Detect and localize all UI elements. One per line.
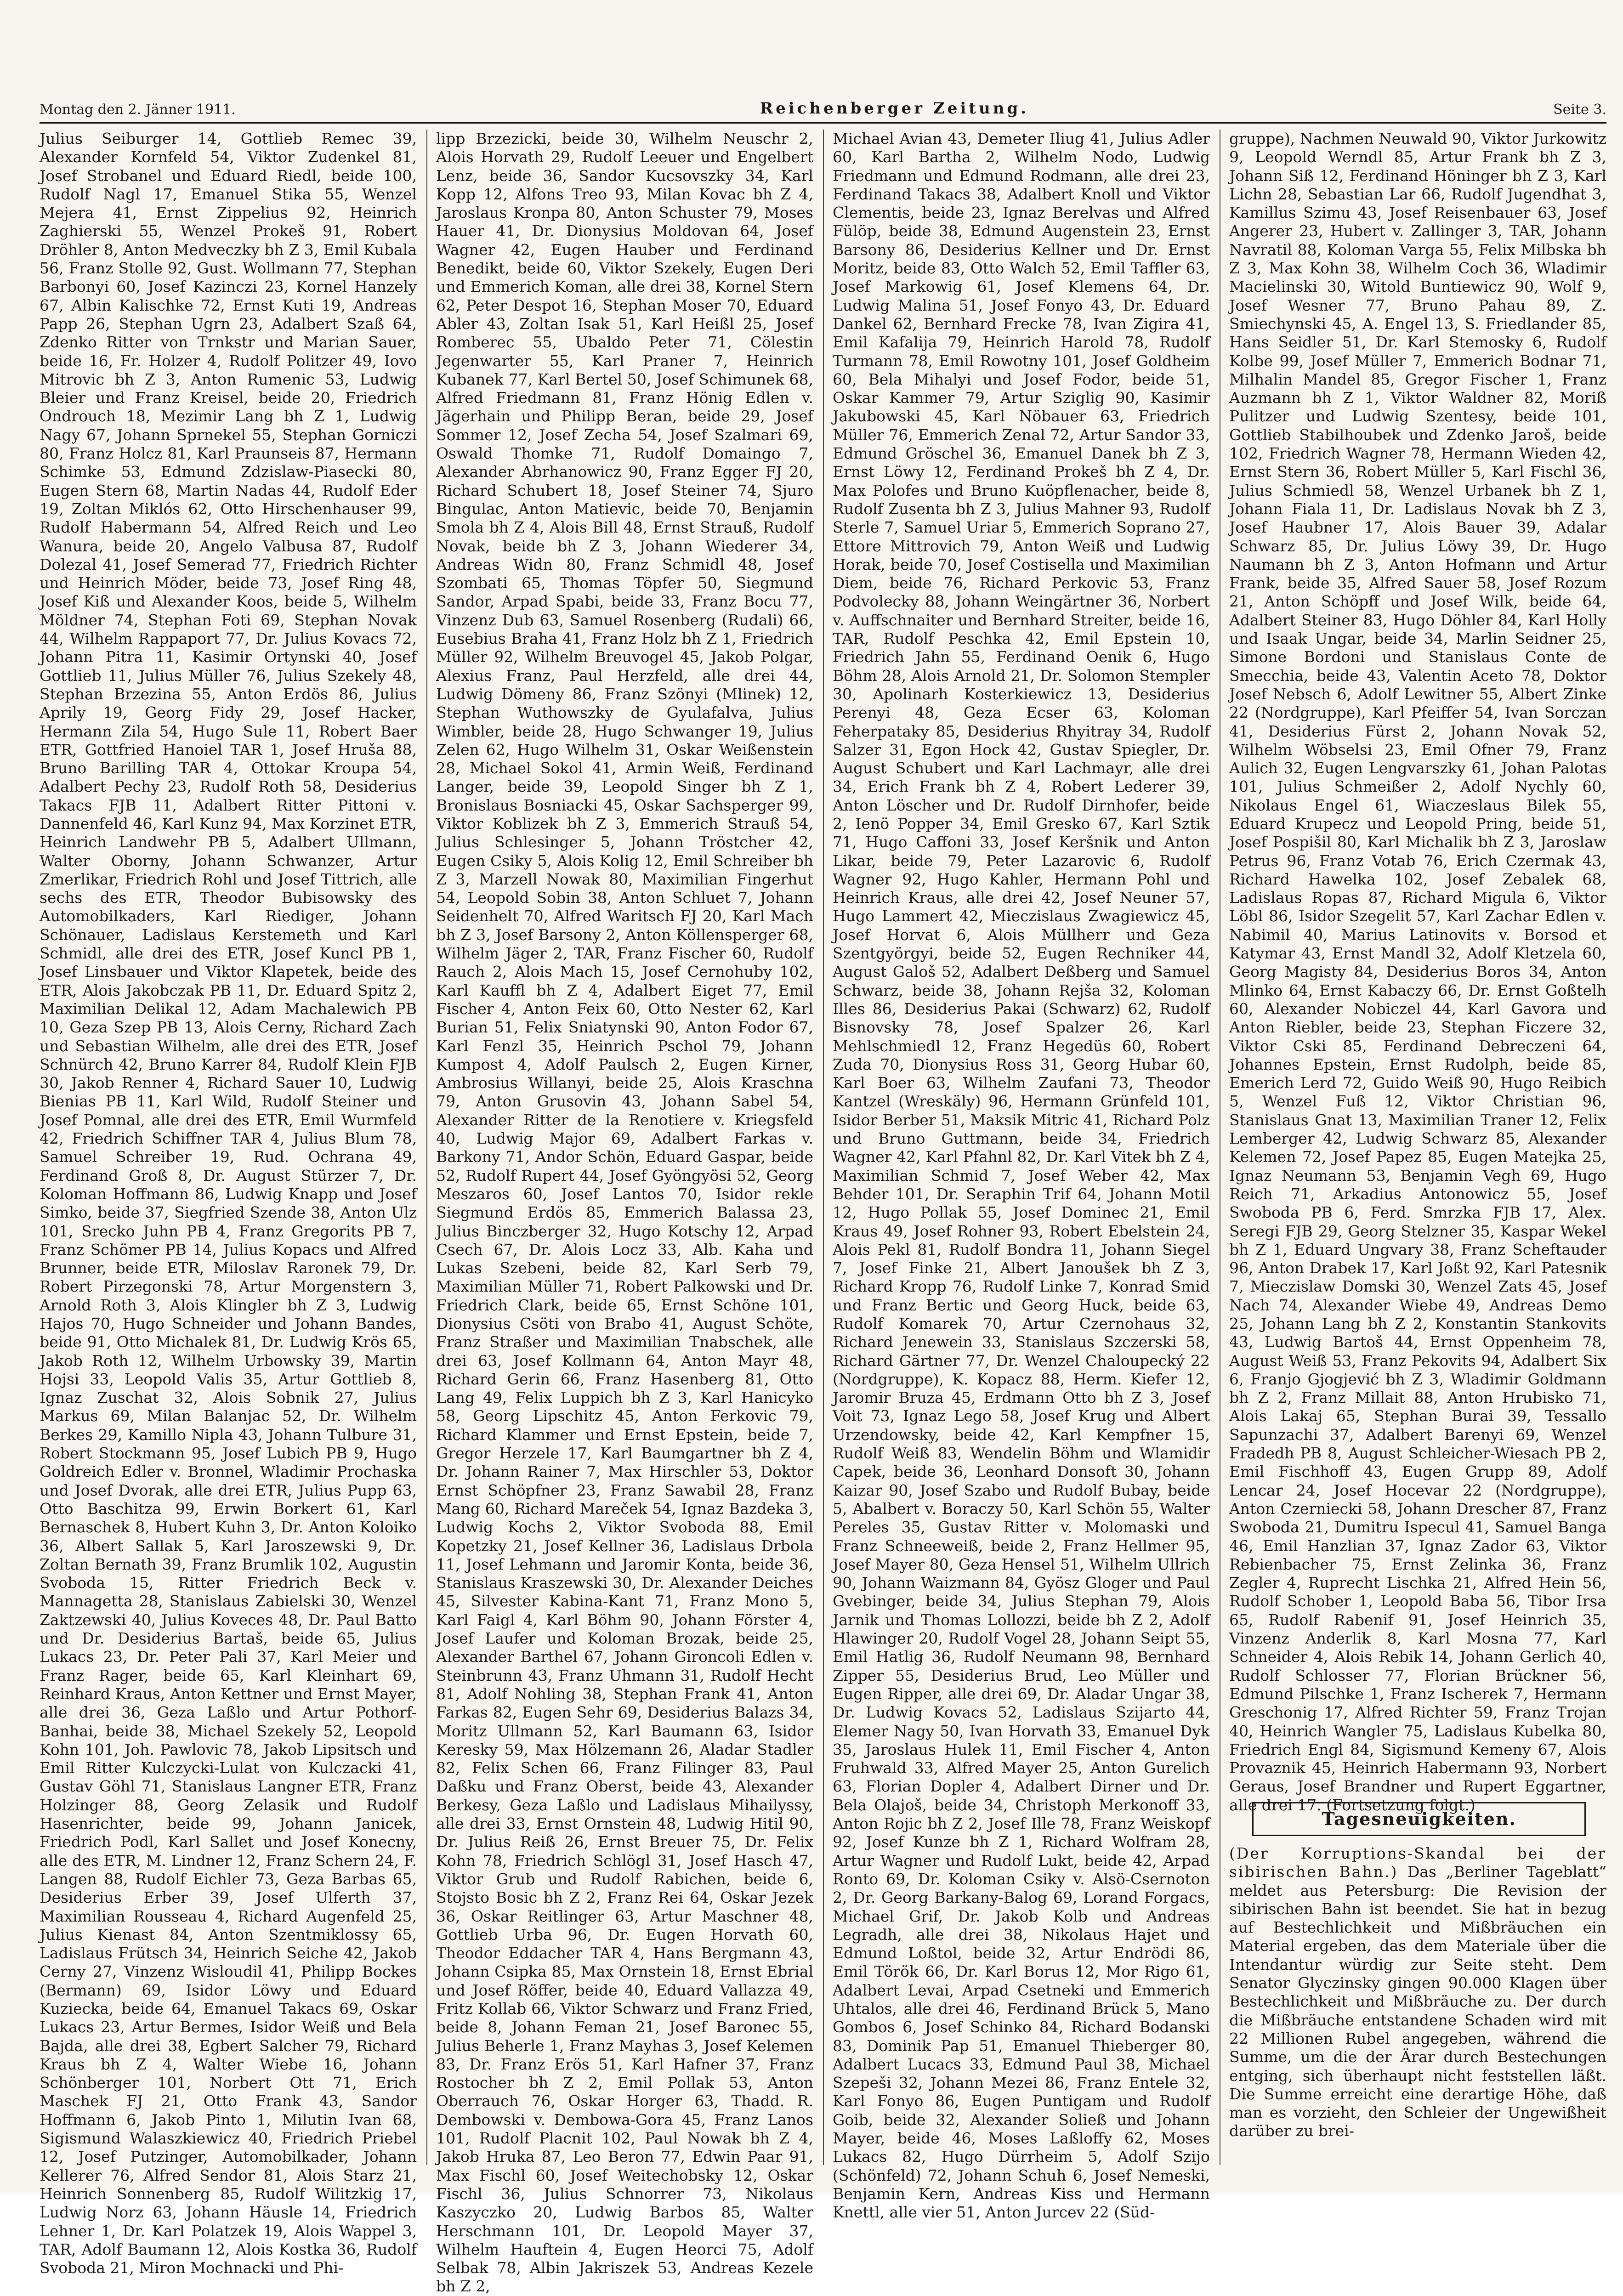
- page-header: [40, 92, 1606, 118]
- column-rule-2: [823, 130, 824, 2165]
- column-1: [40, 130, 417, 2277]
- issue-date: Montag den 2. Jänner 1911.: [40, 102, 236, 118]
- news-section-heading-box: [1252, 1802, 1586, 1836]
- news-article-headline: (Der Korruptions-Skandal bei der sibirischen Bahn.): [1229, 1844, 1606, 1881]
- column-4-list: [1229, 130, 1606, 1814]
- page-number: Seite 3.: [1553, 102, 1606, 118]
- column-3: [833, 130, 1210, 2222]
- column-4-text: gruppe), Nachmen Neuwald 90, Viktor Jurkowitz 9, Leopold Werndl 85, Artur Frank bh Z 3, Johann Siß 12, Ferdinand Höninger bh Z 3, Karl Lichn 28, Sebastian Lar 66, Rudolf Jugendhat 3, Kamillus Szimu 43, Josef Reisenbauer 63, Josef Angerer 23, Hubert v. Zallinger 3, TAR, Johann Navratil 88, Koloman Varga 55, Felix Milbska bh Z 3, Max Kohn 38, Wilhelm Coch 36, Wladimir Macielinski 30, Witold Buntiewicz 90, Wolf 9, Josef Wesner 77, Bruno Pahau 89, Z. Smiechynski 45, A. Engel 13, S. Friedlander 85, Hans Seidler 51, Dr. Karl Stemosky 6, Rudolf Kolbe 99, Josef Müller 7, Emmerich Bodnar 71, Milhalin Mandel 85, Gregor Fischer 1, Franz Auzmann bh Z 1, Viktor Waldner 82, Moriß Pulitzer und Ludwig Szentesy, beide 101, Gottlieb Stabilhoubek und Zdenko Jaroš, beide 102, Friedrich Wagner 78, Hermann Wieden 42, Ernst Stern 36, Robert Müller 5, Karl Fischl 36, Julius Schmiedl 58, Wenzel Urbanek bh Z 1, Johann Fiala 11, Dr. Ladislaus Novak bh Z 3, Josef Haubner 17, Alois Bauer 39, Adalar Schwarz 85, Dr. Julius Löwy 39, Dr. Hugo Naumann bh Z 3, Anton Hofmann und Artur Frank, beide 35, Alfred Sauer 58, Josef Rozum 21, Anton Schöpff und Josef Wilk, beide 64, Adalbert Steiner 83, Hugo Döhler 84, Karl Holly und Isaak Ungar, beide 34, Marlin Seidner 25, Simone Bordoni und Stanislaus Conte de Smecchia, beide 43, Valentin Aceto 78, Doktor Josef Nebsch 6, Adolf Lewitner 55, Albert Zinke 22 (Nordgruppe), Karl Pfeiffer 54, Ivan Sorczan 41, Desiderius Fürst 2, Johann Novak 52, Wilhelm Wöbselsi 23, Emil Ofner 79, Franz Aulich 32, Eugen Lengvarszky 61, Johan Palotas 101, Julius Schmeißer 2, Adolf Nychly 60, Nikolaus Engel 61, Wiaczeslaus Bilek 55, Eduard Krupecz und Leopold Pring, beide 51, Josef Pospišil 80, Karl Michalik bh Z 3, Jaroslaw Petrus 96, Franz Votab 76, Erich Czermak 43, Richard Hawelka 102, Josef Zebalek 68, Ladislaus Ropas 87, Richard Migula 6, Viktor Löbl 86, Isidor Szegelit 57, Karl Zachar Edlen v. Nabimil 40, Marius Latinovits v. Borsod et Katymar 43, Ernst Mandl 32, Adolf Kletzela 60, Georg Magisty 84, Desiderius Boros 34, Anton Mlinko 64, Ernst Kabaczy 66, Dr. Ernst Goßtelh 60, Alexander Nobiczel 44, Karl Gavora und Anton Riebler, beide 23, Stephan Ficzere 32, Viktor Cski 85, Ferdinand Debreczeni 64, Johannes Epstein, Ernst Rudolph, beide 85, Emerich Lerd 72, Guido Weiß 90, Hugo Reibich 5, Wenzel Fuß 12, Viktor Christian 96, Stanislaus Gnat 13, Maximilian Traner 12, Felix Lemberger 42, Ludwig Schwarz 85, Alexander Kelemen 72, Josef Papez 85, Eugen Matejka 25, Ignaz Neumann 53, Benjamin Vegh 69, Hugo Reich 71, Arkadius Antonowicz 55, Josef Swoboda PB 6, Ferd. Smrzka FJB 17, Alex. Seregi FJB 29, Georg Stelzner 35, Kaspar Wekel bh Z 1, Eduard Ungvary 38, Franz Scheftauder 96, Anton Drabek 17, Karl Joßt 92, Karl Patesnik 7, Mieczislaw Domski 30, Wenzel Zats 45, Josef Nach 74, Alexander Wiebe 49, Andreas Demo 25, Johann Lang bh Z 2, Konstantin Stankovits 43, Ludwig Bartoš 44, Ernst Oppenheim 78, August Weiß 53, Franz Pekovits 94, Adalbert Six 6, Franjo Gjogjević bh Z 3, Wladimir Goldmann bh Z 2, Franz Millait 88, Anton Hrubisko 71, Alois Lakaj 65, Stephan Burai 39, Tessallo Sapunzachi 37, Adalbert Barenyi 69, Wenzel Fradedh PB 8, August Schleicher-Wiesach PB 2, Emil Fischhoff 43, Eugen Grupp 89, Adolf Lencar 24, Josef Hocevar 22 (Nordgruppe), Anton Czerniecki 58, Johann Drescher 87, Franz Swoboda 21, Dumitru Ispecul 41, Samuel Banga 46, Emil Hanzlian 37, Ignaz Zador 63, Viktor Rebienbacher 75, Ernst Zelinka 36, Franz Zegler 4, Ruprecht Lischka 21, Alfred Hein 56, Rudolf Schober 1, Leopold Baba 56, Tibor Irsa 65, Rudolf Rabenif 91, Josef Heinrich 35, Vinzenz Anderlik 8, Karl Mosna 77, Karl Schneider 4, Alois Rebik 14, Johann Gerlich 40, Rudolf Schlosser 77, Florian Brückner 56, Edmund Pilschke 1, Franz Ischerek 7, Hermann Greschonig 17, Alfred Richter 59, Franz Trojan 40, Heinrich Wangler 75, Ladislaus Kubelka 80, Friedrich Engl 84, Sigismund Kemeny 67, Alois Provaznik 45, Heinrich Habermann 93, Norbert Geraus, Josef Brandner und Rupert Eggartner, alle drei 17. (Fortsetzung folgt.): [1229, 130, 1606, 1814]
- news-article: [1229, 1844, 1606, 2165]
- column-2-text: lipp Brzezicki, beide 30, Wilhelm Neuschr 2, Alois Horvath 29, Rudolf Leeuer und Engelbert Lenz, beide 36, Sandor Kucsovszky 34, Karl Kopp 12, Alfons Treo 93, Milan Kovac bh Z 4, Jaroslaus Kronpa 80, Anton Schuster 79, Moses Hauer 41, Dr. Dionysius Moldovan 64, Josef Wagner 42, Eugen Hauber und Ferdinand Benedikt, beide 60, Viktor Szekely, Eugen Deri und Emmerich Koman, alle drei 38, Kornel Stern 62, Peter Despot 16, Stephan Moser 70, Eduard Abler 43, Zoltan Isak 51, Karl Heißl 25, Josef Romberec 55, Ubaldo Peter 71, Cölestin Jegenwarter 55, Karl Praner 7, Heinrich Kubanek 77, Karl Bertel 50, Josef Schimunek 68, Alfred Friedmann 81, Franz Hönig Edlen v. Jägerhain und Philipp Beran, beide 29, Josef Sommer 12, Josef Zecha 54, Josef Szalmari 69, Oswald Thomke 71, Rudolf Domaingo 7, Alexander Abrhanowicz 90, Franz Egger FJ 20, Richard Schubert 18, Josef Steiner 74, Sjuro Bingulac, Anton Matievic, beide 70, Benjamin Smola bh Z 4, Alois Bill 48, Ernst Strauß, Rudolf Novak, beide bh Z 3, Johann Wiederer 34, Andreas Widn 80, Franz Schmidl 48, Josef Szombati 65, Thomas Töpfer 50, Siegmund Sandor, Arpad Spabi, beide 33, Franz Bocu 77, Vinzenz Dub 63, Samuel Rosenberg (Rudali) 66, Eusebius Braha 41, Franz Holz bh Z 1, Friedrich Müller 92, Wilhelm Breuvogel 45, Jakob Polgar, Alexius Franz, Paul Herzfeld, alle drei 44, Ludwig Dömeny 86, Franz Szönyi (Mlinek) 12, Stephan Wuthowszky de Gyulafalva, Julius Wimbler, beide 28, Hugo Schwanger 19, Julius Zelen 62, Hugo Wilhelm 31, Oskar Weißenstein 28, Michael Sokol 41, Armin Weiß, Ferdinand Langer, beide 39, Leopold Singer bh Z 1, Bronislaus Bosniacki 45, Oskar Sachsperger 99, Viktor Koblizek bh Z 3, Emmerich Strauß 54, Julius Schlesinger 5, Johann Tröstcher 42, Eugen Csiky 5, Alois Kolig 12, Emil Schreiber bh Z 3, Marzell Nowak 80, Maximilian Fingerhut 54, Leopold Sobin 38, Anton Schluet 7, Johann Seidenhelt 70, Alfred Waritsch FJ 20, Karl Mach bh Z 3, Josef Barsony 2, Anton Köllensperger 68, Wilhelm Jäger 2, TAR, Franz Fischer 60, Rudolf Rauch 2, Alois Mach 15, Josef Cernohuby 102, Karl Kauffl bh Z 4, Adalbert Eiget 77, Emil Fischer 4, Anton Feix 60, Otto Nester 62, Karl Burian 51, Felix Sniatynski 90, Anton Fodor 67, Karl Fenzl 35, Heinrich Pschol 79, Johann Kumpost 4, Adolf Paulsch 2, Eugen Kirner, Ambrosius Willanyi, beide 25, Alois Kraschna 79, Anton Grusovin 43, Johann Sabel 54, Alexander Ritter de la Renotiere v. Kriegsfeld 40, Ludwig Major 69, Adalbert Farkas v. Barkony 71, Andor Schön, Eduard Gaspar, beide 52, Rudolf Rupert 44, Josef Gyöngyösi 52, Georg Meszaros 60, Josef Lantos 70, Isidor rekle Siegmund Erdös 85, Emmerich Balassa 23, Julius Binczberger 32, Hugo Kotschy 12, Arpad Csech 67, Dr. Alois Locz 33, Alb. Kaha und Lukas Szebeni, beide 82, Karl Serb 79, Maximilian Müller 71, Robert Palkowski und Dr. Friedrich Clark, beide 65, Ernst Schöne 101, Dionysius Csöti von Brabo 41, August Schöte, Franz Straßer und Maximilian Tnabschek, alle drei 63, Josef Kollmann 64, Anton Mayr 48, Richard Gerin 66, Franz Hasenberg 81, Otto Lang 49, Felix Luppich bh Z 3, Karl Hanicyko 58, Georg Lipschitz 45, Anton Ferkovic 79, Richard Klammer und Ernst Epstein, beide 7, Gregor Herzele 17, Karl Baumgartner bh Z 4, Dr. Johann Rainer 7, Max Hirschler 53, Doktor Ernst Schöpfner 23, Franz Sawabil 28, Franz Mang 60, Richard Mareček 54, Ignaz Bazdeka 3, Ludwig Kochs 2, Viktor Svoboda 88, Emil Kopetzky 21, Josef Kellner 36, Ladislaus Drbola 11, Josef Lehmann und Jaromir Konta, beide 36, Stanislaus Kraszewski 30, Dr. Alexander Deiches 45, Silvester Kabina-Kant 71, Franz Mono 5, Karl Faigl 4, Karl Böhm 90, Johann Förster 4, Josef Laufer und Koloman Brozak, beide 25, Alexander Barthel 67, Johann Gironcoli Edlen v. Steinbrunn 43, Franz Uhmann 31, Rudolf Hecht 81, Adolf Nohling 38, Stephan Frank 41, Anton Farkas 82, Eugen Sehr 69, Desiderius Balazs 34, Moritz Ullmann 52, Karl Baumann 63, Isidor Keresky 59, Max Hölzemann 26, Aladar Stadler 82, Felix Schen 66, Franz Filinger 83, Paul Daßku und Franz Oberst, beide 43, Alexander Berkesy, Geza Laßlo und Ladislaus Mihailyssy, alle drei 33, Ernst Ornstein 48, Ludwig Hitil 90, Dr. Julius Reiß 26, Ernst Breuer 75, Dr. Felix Kohn 78, Friedrich Schlögl 31, Josef Hasch 47, Viktor Grub und Rudolf Rabichen, beide 6, Stojsto Bosic bh Z 2, Franz Rei 64, Oskar Jezek 36, Oskar Reitlinger 63, Artur Maschner 48, Gottlieb Urba 96, Dr. Eugen Horvath 60, Theodor Eddacher TAR 4, Hans Bergmann 43, Johann Csipka 85, Max Ornstein 18, Ernst Ebrial und Josef Röffer, beide 40, Eduard Vallazza 49, Fritz Kollab 66, Viktor Schwarz und Franz Fried, beide 8, Johann Feman 21, Josef Baronec 55, Julius Beherle 1, Franz Mayhas 3, Josef Kelemen 83, Dr. Franz Erös 51, Karl Hafner 37, Franz Rostocher bh Z 2, Emil Pollak 53, Anton Oberrauch 76, Oskar Horger 63, Thadd. R. Dembowski v. Dembowa-Gora 45, Franz Lanos 101, Rudolf Placnit 102, Paul Nowak bh Z 4, Jakob Hruka 87, Leo Beron 77, Edwin Paar 91, Max Fischl 60, Josef Weitechobsky 12, Oskar Fischl 36, Julius Schnorrer 73, Nikolaus Kaszyczko 20, Ludwig Barbos 85, Walter Herschmann 101, Dr. Leopold Mayer 37, Wilhelm Hauftein 4, Eugen Heorci 75, Adolf Selbak 78, Albin Jakriszek 53, Andreas Kezele bh Z 2,: [436, 130, 813, 2296]
- column-rule-1: [426, 130, 427, 2165]
- header-rule: [40, 122, 1606, 124]
- column-2: [436, 130, 813, 2296]
- news-article-body: Das „Berliner Tageblatt“ meldet aus Petersburg: Die Revision der sibirischen Bahn ist beendet. Sie hat in bezug auf Bestechlichkeit und Mißbräuchen ein Material ergeben, das dem Materiale über die Intendantur würdig zur Seite steht. Dem Senator Glyczinsky gingen 90.000 Klagen über Bestechlichkeit und Mißbräuche zu. Der durch die Mißbräuche entstandene Schaden wird mit 22 Millionen Rubel angegeben, während die Summe, um die der Ärar durch Bestechungen entging, sich überhaupt nicht feststellen läßt. Die Summe erreicht eine derartige Höhe, daß man es vorzieht, den Schleier der Ungewißheit darüber zu brei-: [1229, 1863, 1606, 2140]
- column-3-text: Michael Avian 43, Demeter Iliug 41, Julius Adler 60, Karl Bartha 2, Wilhelm Nodo, Ludwig Friedmann und Edmund Rodmann, alle drei 23, Ferdinand Takacs 38, Adalbert Knoll und Viktor Clementis, beide 23, Ignaz Berelvas und Alfred Fülöp, beide 38, Edmund Augenstein 23, Ernst Barsony 86, Desiderius Kellner und Dr. Ernst Moritz, beide 83, Otto Walch 52, Emil Taffler 63, Josef Markowig 61, Josef Klemens 64, Dr. Ludwig Malina 51, Josef Fonyo 43, Dr. Eduard Dankel 62, Bernhard Frecke 78, Ivan Zigira 41, Emil Kafalija 79, Heinrich Harold 78, Rudolf Turmann 78, Emil Rowotny 101, Josef Goldheim 60, Bela Mihalyi und Josef Fodor, beide 51, Oskar Kammer 79, Artur Sziglig 90, Kasimir Jakubowski 45, Karl Nöbauer 63, Friedrich Müller 76, Emmerich Zenal 72, Artur Sandor 33, Edmund Gröschel 36, Emanuel Danek bh Z 3, Ernst Löwy 12, Ferdinand Prokeš bh Z 4, Dr. Max Polofes und Bruno Kuöpflenacher, beide 8, Rudolf Zusenta bh Z 3, Julius Mahner 93, Rudolf Sterle 7, Samuel Uriar 5, Emmerich Soprano 27, Ettore Mittrovich 79, Anton Weiß und Ludwig Horak, beide 70, Josef Costisella und Maximilian Diem, beide 76, Richard Perkovic 53, Franz Podvolecky 88, Johann Weingärtner 36, Norbert v. Auffschnaiter und Bernhard Streiter, beide 16, TAR, Rudolf Peschka 42, Emil Epstein 10, Friedrich Jahn 55, Ferdinand Oenik 6, Hugo Böhm 28, Alois Arnold 21, Dr. Solomon Stempler 30, Apolinarh Kosterkiewicz 13, Desiderius Perenyi 48, Geza Ecser 63, Koloman Feherpataky 85, Desiderius Rhyitray 34, Rudolf Salzer 31, Egon Hock 42, Gustav Spiegler, Dr. August Schubert und Karl Lachmayr, alle drei 34, Erich Frank bh Z 4, Robert Lederer 39, Anton Löscher und Dr. Rudolf Dirnhofer, beide 2, Ienö Popper 34, Emil Gresko 67, Karl Sztik 71, Hugo Caffoni 33, Josef Keršnik und Anton Likar, beide 79, Peter Lazarovic 6, Rudolf Wagner 92, Hugo Kahler, Hermann Pohl und Heinrich Kraus, alle drei 42, Josef Neuner 57, Hugo Lammert 42, Mieczislaus Zwagiewicz 45, Josef Horvat 6, Alois Müllherr und Geza Szentgyörgyi, beide 52, Eugen Rechniker 44, August Galoš 52, Adalbert Deßberg und Samuel Schwarz, beide 38, Johann Rejša 32, Koloman Illes 86, Desiderius Pakai (Schwarz) 62, Rudolf Bisnovsky 78, Josef Spalzer 26, Karl Mehlschmiedl 12, Franz Hegedüs 60, Robert Zuda 70, Dionysius Ross 31, Georg Hubar 60, Karl Boer 63, Wilhelm Zaufani 73, Theodor Kantzel (Wreskäly) 96, Hermann Grünfeld 101, Isidor Berber 51, Maksik Mitric 41, Richard Polz und Bruno Guttmann, beide 34, Friedrich Wagner 42, Karl Pfahnl 82, Dr. Karl Vitek bh Z 4, Maximilian Schmid 7, Josef Weber 42, Max Behder 101, Dr. Seraphin Trif 64, Johann Motil 12, Hugo Pollak 55, Josef Dominec 21, Emil Kraus 49, Josef Rohner 93, Robert Ebelstein 24, Alois Pekl 81, Rudolf Bondra 11, Johann Siegel 7, Josef Finke 21, Albert Janoušek bh Z 3, Richard Kropp 76, Rudolf Linke 7, Konrad Smid und Franz Bertic und Georg Huck, beide 63, Rudolf Komarek 70, Artur Czernohaus 32, Richard Jenewein 33, Stanislaus Szczerski 58, Richard Gärtner 77, Dr. Wenzel Chaloupecký 22 (Nordgruppe), K. Kopacz 88, Herm. Kiefer 12, Jaromir Bruza 45, Erdmann Otto bh Z 3, Josef Voit 73, Ignaz Lego 58, Josef Krug und Albert Urzendowsky, beide 42, Karl Kempfner 15, Rudolf Weiß 83, Wendelin Böhm und Wlamidir Capek, beide 36, Leonhard Donsoft 30, Johann Kaizar 90, Josef Szabo und Rudolf Bubay, beide 5, Abalbert v. Boraczy 50, Karl Schön 55, Walter Pereles 35, Gustav Ritter v. Molomaski und Franz Schneeweiß, beide 2, Franz Hellmer 95, Josef Mayer 80, Geza Hensel 51, Wilhelm Ullrich 90, Johann Waizmann 84, Gyösz Gloger und Paul Gvebinger, beide 34, Julius Stephan 79, Alois Jarnik und Thomas Lollozzi, beide bh Z 2, Adolf Hlawinger 20, Rudolf Vogel 28, Johann Seipt 55, Emil Hatlig 36, Rudolf Neumann 98, Bernhard Zipper 55, Desiderius Brud, Leo Müller und Eugen Ripper, alle drei 69, Dr. Aladar Ungar 38, Dr. Ludwig Kovacs 52, Ladislaus Szijarto 44, Elemer Nagy 50, Ivan Horvath 33, Emanuel Dyk 35, Jaroslaus Hulek 11, Emil Fischer 4, Anton Fruhwald 33, Alfred Mayer 25, Anton Gurelich 63, Florian Dopler 4, Adalbert Dirner und Dr. Bela Olajoš, beide 34, Christoph Merkonoff 33, Anton Rojic bh Z 2, Josef Ille 78, Franz Weiskopf 92, Josef Kunze bh Z 1, Richard Wolfram 28, Artur Wagner und Rudolf Lukt, beide 42, Arpad Ronto 69, Dr. Koloman Csiky v. Alsö-Csernoton 2, Dr. Georg Barkany-Balog 69, Lorand Forgacs, Michael Grif, Dr. Jakob Kolb und Andreas Legradh, alle drei 38, Nikolaus Hajet und Edmund Loßtol, beide 32, Artur Endrödi 86, Emil Török 66, Dr. Karl Borus 12, Mor Rigo 61, Adalbert Levai, Arpad Csetneki und Emmerich Uhtalos, alle drei 46, Ferdinand Brück 5, Mano Gombos 6, Josef Schinko 84, Richard Bodanski 83, Dominik Pap 51, Emanuel Thieberger 80, Adalbert Lucacs 33, Edmund Paul 38, Michael Szepeši 32, Johann Mezei 86, Franz Entele 32, Karl Fonyo 86, Eugen Puntigam und Rudolf Goib, beide 32, Alexander Soließ und Johann Mayer, beide 46, Moses Laßloffy 62, Moses Lukacs 82, Hugo Dürrheim 5, Adolf Szijo (Schönfeld) 72, Johann Schuh 6, Josef Nemeski, Benjamin Kern, Andreas Kiss und Hermann Knettl, alle vier 51, Anton Jurcev 22 (Süd-: [833, 130, 1210, 2222]
- column-area: [40, 130, 1606, 2296]
- masthead: Reichenberger Zeitung.: [760, 99, 1029, 118]
- column-1-text: Julius Seiburger 14, Gottlieb Remec 39, Alexander Kornfeld 54, Viktor Zudenkel 81, Josef Strobanel und Eduard Riedl, beide 100, Rudolf Nagl 17, Emanuel Stika 55, Wenzel Mejera 41, Ernst Zippelius 92, Heinrich Zaghierski 55, Wenzel Prokeš 91, Robert Dröhler 8, Anton Medveczky bh Z 3, Emil Kubala 56, Franz Stolle 92, Gust. Wollmann 77, Stephan Barbonyi 60, Josef Kazinczi 23, Kornel Hanzely 67, Albin Kalischke 72, Ernst Kuti 19, Andreas Papp 26, Stephan Ugrn 23, Adalbert Szaß 64, Zdenko Ritter von Trnkstr und Marian Sauer, beide 16, Fr. Holzer 4, Rudolf Politzer 49, Iovo Mitrovic bh Z 3, Anton Rumenic 53, Ludwig Bleier und Franz Kreisel, beide 20, Friedrich Ondrouch 18, Mezimir Lang bh Z 1, Ludwig Nagy 67, Johann Sprnekel 55, Stephan Gorniczi 80, Franz Holcz 81, Karl Praunseis 87, Hermann Schimke 53, Edmund Zdzislaw-Piasecki 80, Eugen Stern 68, Martin Nadas 44, Rudolf Eder 19, Zoltan Miklós 62, Otto Hirschenhauser 99, Rudolf Habermann 54, Alfred Reich und Leo Wanura, beide 20, Angelo Valbusa 87, Rudolf Dolezal 41, Josef Semerad 77, Friedrich Richter und Heinrich Möder, beide 73, Josef Ring 48, Josef Kiß und Alexander Koos, beide 5, Wilhelm Möldner 74, Stephan Foti 69, Stephan Novak 44, Wilhelm Rappaport 77, Dr. Julius Kovacs 72, Johann Pitra 11, Kasimir Ortynski 40, Josef Gottlieb 11, Julius Müller 76, Julius Szekely 48, Stephan Brzezina 55, Anton Erdös 86, Julius Aprily 19, Georg Fidy 29, Josef Hacker, Hermann Zila 54, Hugo Sule 11, Robert Baer ETR, Gottfried Hanoiel TAR 1, Josef Hruša 88, Bruno Barilling TAR 4, Ottokar Kroupa 54, Adalbert Pechy 23, Rudolf Roth 58, Desiderius Takacs FJB 11, Adalbert Ritter Pittoni v. Dannenfeld 46, Karl Kunz 94, Max Korzinet ETR, Heinrich Landwehr PB 5, Adalbert Ullmann, Walter Oborny, Johann Schwanzer, Artur Zmerlikar, Friedrich Rohl und Josef Tittrich, alle sechs des ETR, Theodor Bubisowsky des Automobilkaders, Karl Riediger, Johann Schönauer, Ladislaus Kerstemeth und Karl Schmidl, alle drei des ETR, Josef Kuncl PB 1, Josef Linsbauer und Viktor Klapetek, beide des ETR, Alois Jakobczak PB 11, Dr. Eduard Spitz 2, Maximilian Delikal 12, Adam Machalewich PB 10, Geza Szep PB 13, Alois Cerny, Richard Zach und Sebastian Wilhelm, alle drei des ETR, Josef Schnürch 42, Bruno Karrer 84, Rudolf Klein FJB 30, Jakob Renner 4, Richard Sauer 10, Ludwig Bienias PB 11, Karl Wild, Rudolf Steiner und Josef Pomnal, alle drei des ETR, Emil Wurmfeld 42, Friedrich Schiffner TAR 4, Julius Blum 78, Samuel Schreiber 19, Rud. Ochrana 49, Ferdinand Groß 8, Dr. August Stürzer 7, Dr. Koloman Hoffmann 86, Ludwig Knapp und Josef Simko, beide 37, Siegfried Szende 38, Anton Ulz 101, Srecko Juhn PB 4, Franz Gregorits PB 7, Franz Schömer PB 14, Julius Kopacs und Alfred Brunner, beide ETR, Miloslav Raronek 79, Dr. Robert Pirzegonski 78, Artur Morgenstern 3, Arnold Roth 3, Alois Klingler bh Z 3, Ludwig Hajos 70, Hugo Schneider und Johann Bandes, beide 91, Otto Michalek 81, Dr. Ludwig Krös 65, Jakob Roth 12, Wilhelm Urbowsky 39, Martin Hojsi 33, Leopold Valis 35, Artur Gottlieb 8, Ignaz Zuschat 32, Alois Sobnik 27, Julius Markus 69, Milan Balanjac 52, Dr. Wilhelm Berkes 29, Kamillo Nipla 43, Johann Tulbure 31, Robert Stockmann 95, Josef Lubich PB 9, Hugo Goldreich Edler v. Bronnel, Wladimir Prochaska und Josef Dvorak, alle drei ETR, Julius Pupp 63, Otto Baschitza 99, Erwin Borkert 61, Karl Bernaschek 8, Hubert Kuhn 3, Dr. Anton Koloiko 36, Albert Sallak 5, Karl Jaroszewski 9, Dr. Zoltan Bernath 39, Franz Brumlik 102, Augustin Svoboda 15, Ritter Friedrich Beck v. Mannagetta 28, Stanislaus Zabielski 30, Wenzel Zaktzewski 40, Julius Koveces 48, Dr. Paul Batto und Dr. Desiderius Bartaš, beide 65, Julius Lukacs 23, Dr. Peter Pali 37, Karl Meier und Franz Rager, beide 65, Karl Kleinhart 69, Reinhard Kraus, Anton Kettner und Ernst Mayer, alle drei 36, Geza Laßlo und Artur Pothorf-Banhai, beide 38, Michael Szekely 52, Leopold Kohn 101, Joh. Pawlovic 78, Jakob Lipsitsch und Emil Ritter Kulczycki-Lulat von Kulczacki 41, Gustav Göhl 71, Stanislaus Langner ETR, Franz Holzinger 88, Georg Zelasik und Rudolf Hasenrichter, beide 99, Johann Janicek, Friedrich Podl, Karl Sallet und Josef Konecny, alle des ETR, M. Lindner 12, Franz Schern 24, F. Langen 88, Rudolf Eichler 73, Geza Barbas 65, Desiderius Erber 39, Josef Ulferth 37, Maximilian Rousseau 4, Richard Augenfeld 25, Julius Kienast 84, Anton Szentmiklossy 65, Ladislaus Frütsch 34, Heinrich Seiche 42, Jakob Cerny 27, Vinzenz Wisloudil 41, Philipp Bockes (Bermann) 69, Isidor Löwy und Eduard Kuziecka, beide 64, Emanuel Takacs 69, Oskar Lukacs 23, Artur Bermes, Isidor Weiß und Bela Bajda, alle drei 38, Egbert Salcher 79, Richard Kraus bh Z 4, Walter Wiebe 16, Johann Schönberger 101, Norbert Ott 71, Erich Maschek FJ 21, Otto Frank 43, Sandor Hoffmann 6, Jakob Pinto 1, Milutin Ivan 68, Sigismund Walaszkiewicz 40, Friedrich Priebel 12, Josef Putzinger, Automobilkader, Johann Kellerer 76, Alfred Sendor 81, Alois Starz 21, Heinrich Sonnenberg 85, Rudolf Wilitzkig 17, Ludwig Norz 63, Johann Häusle 14, Friedrich Lehner 1, Dr. Karl Polatzek 19, Alois Wappel 3, TAR, Adolf Baumann 12, Alois Kostka 36, Rudolf Svoboda 21, Miron Mochnacki und Phi-: [40, 130, 417, 2277]
- news-section-heading: Tagesneuigkeiten.: [1322, 1808, 1516, 1829]
- column-4: [1229, 130, 1606, 2165]
